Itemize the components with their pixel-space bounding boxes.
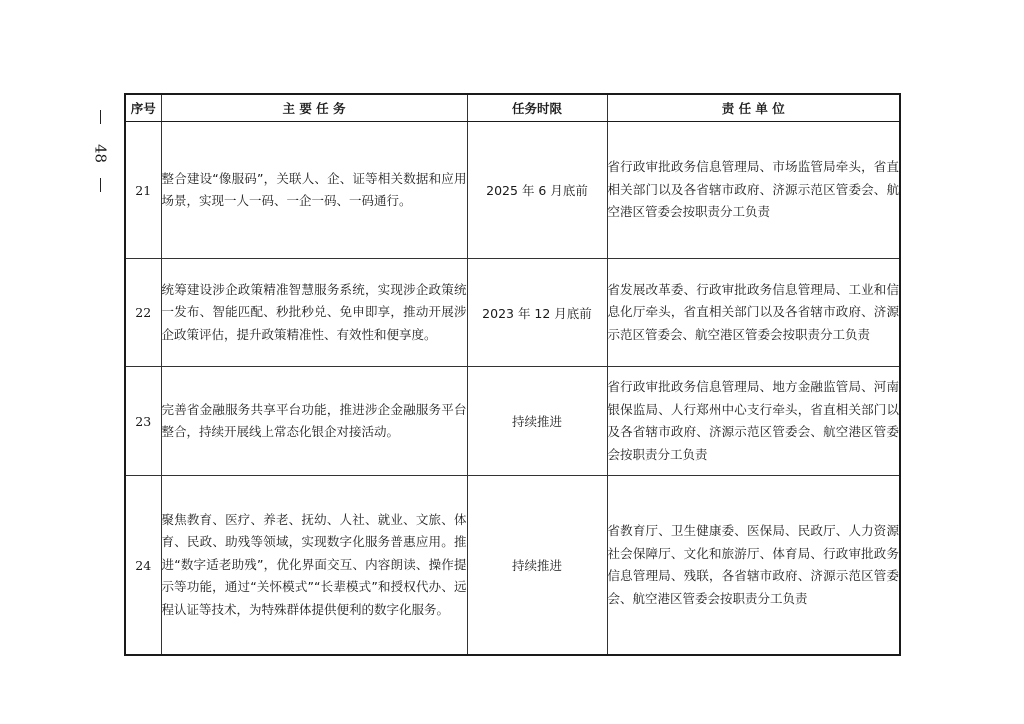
row-time: 持续推进 [467,476,607,656]
page-number-dash-top [100,110,101,124]
row-unit: 省行政审批政务信息管理局、地方金融监管局、河南银保监局、人行郑州中心支行牵头，省直相关部门以及各省辖市政府、济源示范区管委会、航空港区管委会按职责分工负责 [607,367,900,476]
row-task: 统筹建设涉企政策精准智慧服务系统，实现涉企政策统一发布、智能匹配、秒批秒兑、免申即享，推动开展涉企政策评估，提升政策精准性、有效性和便享度。 [161,259,467,367]
header-no: 序号 [125,94,161,122]
row-unit: 省行政审批政务信息管理局、市场监管局牵头，省直相关部门以及各省辖市政府、济源示范区管委会、航空港区管委会按职责分工负责 [607,122,900,259]
page-number [86,108,116,194]
header-time: 任务时限 [467,94,607,122]
row-unit: 省发展改革委、行政审批政务信息管理局、工业和信息化厅牵头，省直相关部门以及各省辖市政府、济源示范区管委会、航空港区管委会按职责分工负责 [607,259,900,367]
table-header-row [125,94,900,122]
page-number-dash-bottom [100,178,101,192]
row-time: 2025 年 6 月底前 [467,122,607,259]
row-no: 24 [125,476,161,656]
row-no: 21 [125,122,161,259]
task-table [124,93,901,656]
row-time: 2023 年 12 月底前 [467,259,607,367]
table-row [125,122,900,259]
row-no: 22 [125,259,161,367]
table-row [125,476,900,656]
header-task: 主 要 任 务 [161,94,467,122]
row-time: 持续推进 [467,367,607,476]
row-unit: 省教育厅、卫生健康委、医保局、民政厅、人力资源社会保障厅、文化和旅游厅、体育局、行政审批政务信息管理局、残联，各省辖市政府、济源示范区管委会、航空港区管委会按职责分工负责 [607,476,900,656]
row-task: 完善省金融服务共享平台功能，推进涉企金融服务平台整合，持续开展线上常态化银企对接活动。 [161,367,467,476]
header-unit: 责 任 单 位 [607,94,900,122]
row-task: 聚焦教育、医疗、养老、抚幼、人社、就业、文旅、体育、民政、助残等领域，实现数字化服务普惠应用。推进“数字适老助残”，优化界面交互、内容朗读、操作提示等功能，通过“关怀模式”“长辈模式”和授权代办、远程认证等技术，为特殊群体提供便利的数字化服务。 [161,476,467,656]
page-number-text: 48 [91,143,110,164]
row-no: 23 [125,367,161,476]
table-row [125,367,900,476]
row-task: 整合建设“像服码”，关联人、企、证等相关数据和应用场景，实现一人一码、一企一码、一码通行。 [161,122,467,259]
table-row [125,259,900,367]
